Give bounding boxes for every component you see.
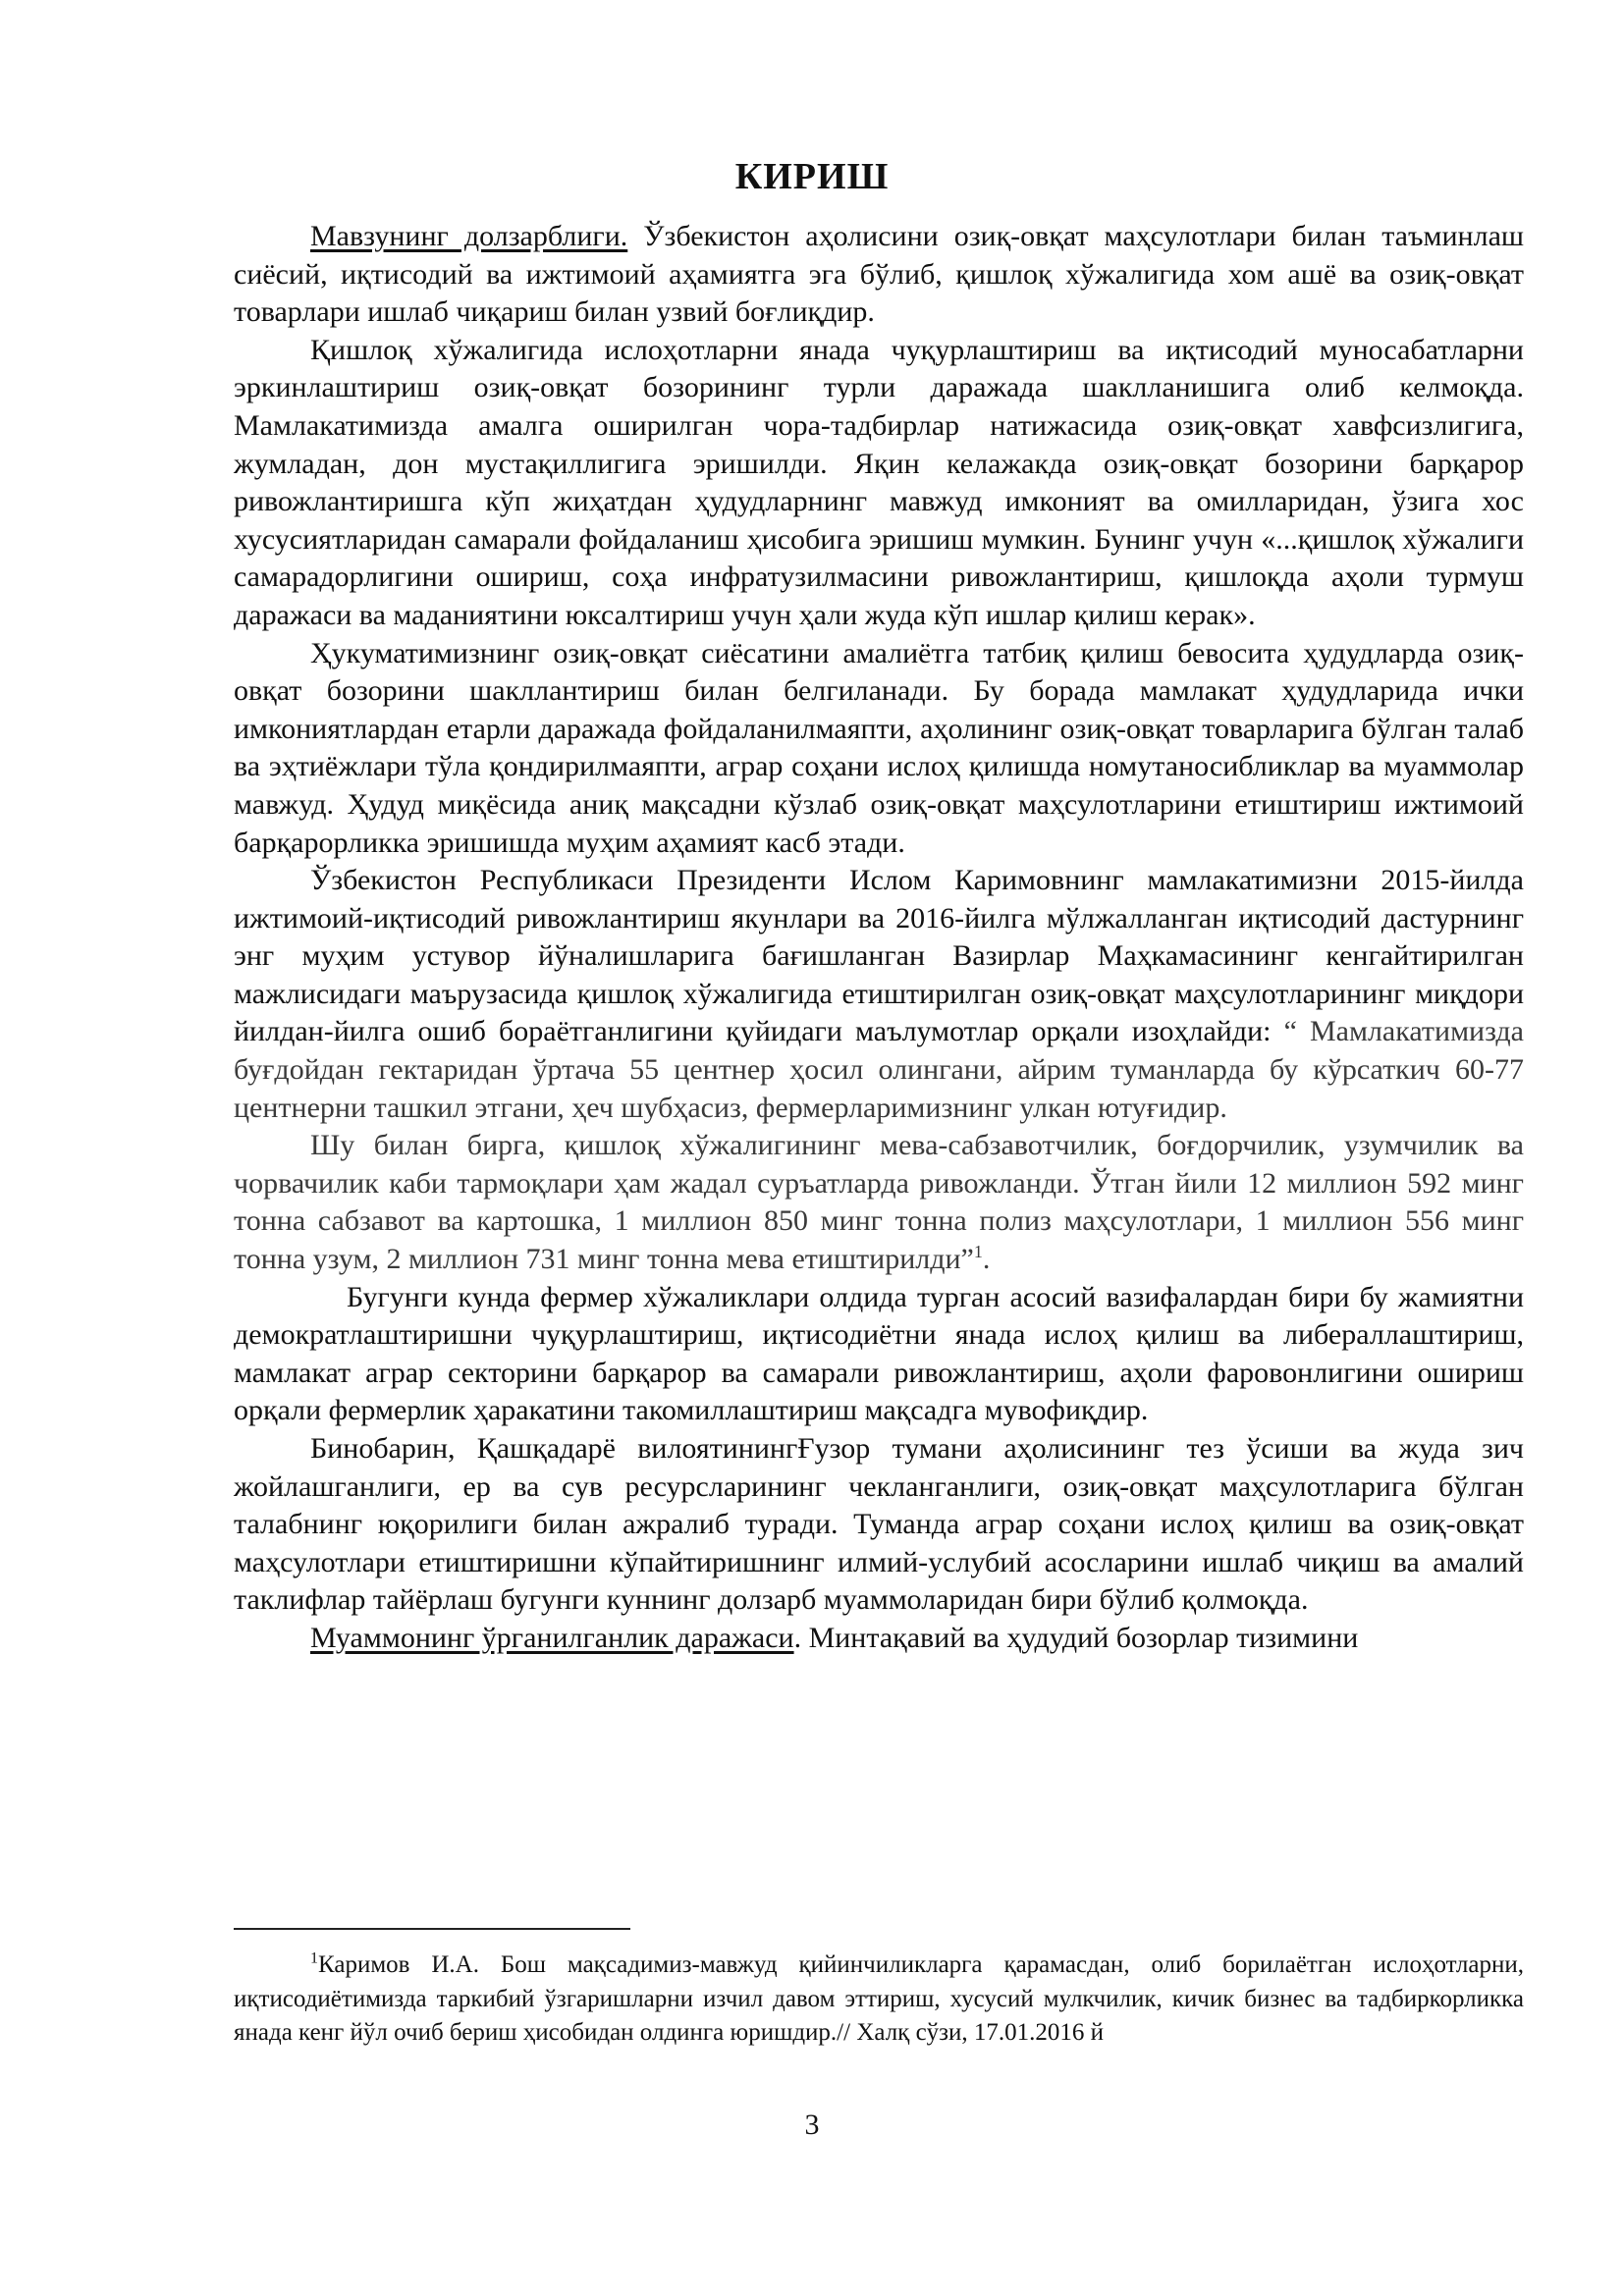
paragraph-policy: Ҳукуматимизнинг озиқ-овқат сиёсатини амалиётга татбиқ қилиш бевосита ҳудудларда озиқ-овқат бозорини шакллантириш билан белгиланади. Бу борада мамлакат ҳудудларида ички имкониятлардан етарли даражада фойдаланилмаяпти, аҳолининг озиқ-овқат товарларига бўлган талаб ва эҳтиёжлари тўла қондирилмаяпти, аграр соҳани ислоҳ қилишда номутаносибликлар ва муаммолар мавжуд. Ҳудуд миқёсида аниқ мақсадни кўзлаб озиқ-овқат маҳсулотларини етиштириш ижтимоий барқарорликка эришишда муҳим аҳамият касб этади. — [234, 636, 1524, 859]
page-number: 3 — [804, 2109, 820, 2141]
footnote-reference[interactable]: 1 — [973, 1242, 983, 1262]
speech-quote: Шу билан бирга, қишлоқ хўжалигининг мева-сабзавотчилик, боғдорчилик, узумчилик ва чорвачилик каби тармоқлари ҳам жадал суръатларда ривожланди. Ўтган йили 12 миллион 592 минг тонна сабзавот ва картошка, 1 миллион 850 минг тонна полиз маҳсулотлари, 1 миллион 556 минг тонна узум, 2 миллион 731 минг тонна мева етиштирилди” — [234, 1129, 1524, 1276]
speech-quote: “ Мамлакатимизда буғдойдан гектаридан ўртача 55 центнер ҳосил олингани, айрим туманларда бу кўрсаткич 60-77 центнерни ташкил этгани, ҳеч шубҳасиз, фермерларимизнинг улкан ютуғидир. — [234, 1015, 1524, 1124]
footnote — [234, 1949, 1524, 2051]
paragraph-text: Ўзбекистон аҳолисини озиқ-овқат маҳсулотлари билан таъминлаш сиёсий, иқтисодий ва ижтимоий аҳамиятга эга бўлиб, қишлоқ хўжалигида хом ашё ва озиқ-овқат товарлари ишлаб чиқариш билан узвий боғлиқдир. — [234, 220, 1524, 329]
paragraph-region: Бинобарин, Қашқадарё вилоятинингҒузор тумани аҳолисининг тез ўсиши ва жуда зич жойлашганлиги, ер ва сув ресурсларининг чекланганлиги, озиқ-овқат маҳсулотларига бўлган талабнинг юқорилиги билан ажралиб туради. Туманда аграр соҳани ислоҳ қилиш ва озиқ-овқат маҳсулотлари етиштиришни кўпайтиришнинг илмий-услубий асосларини ишлаб чиқиш ва амалий таклифлар тайёрлаш бугунги куннинг долзарб муаммоларидан бири бўлиб қолмоқда. — [234, 1432, 1524, 1617]
paragraph-relevance — [234, 218, 1524, 332]
footnote-content: Каримов И.А. Бош мақсадимиз-мавжуд қийинчиликларга қарамасдан, олиб борилаётган ислоҳотларни, иқтисодиётимизда таркибий ўзгаришларни изчил давом эттириш, хусусий мулкчилик, кичик бизнес ва тадбиркорликка янада кенг йўл очиб бериш ҳисобидан олдинга юришдир.// Халқ сўзи, 17.01.2016 й — [234, 1951, 1524, 2046]
paragraph-tail: . — [982, 1243, 991, 1276]
footnote-marker: 1 — [310, 1949, 318, 1967]
paragraph-text: . Минтақавий ва ҳудудий бозорлар тизимини — [793, 1621, 1359, 1654]
footnote-text — [234, 1949, 1524, 2051]
page-title: КИРИШ — [734, 156, 890, 197]
study-degree-heading: Муаммонинг ўрганилганлик даражаси — [310, 1621, 794, 1654]
paragraph-quote-continued — [234, 1127, 1524, 1278]
main-text — [234, 218, 1524, 1658]
paragraph-study-degree — [234, 1620, 1524, 1658]
paragraph-president-speech — [234, 862, 1524, 1127]
paragraph-text: Ўзбекистон Республикаси Президенти Ислом Каримовнинг мамлакатимизни 2015-йилда ижтимоий-иқтисодий ривожлантириш якунлари ва 2016-йилга мўлжалланган иқтисодий дастурнинг энг муҳим устувор йўналишларига бағишланган Вазирлар Маҳкамасининг кенгайтирилган мажлисидаги маърузасида қишлоқ хўжалигида етиштирилган озиқ-овқат маҳсулотларининг миқдори йилдан-йилга ошиб бораётганлигини қуйидаги маълумотлар орқали изоҳлайди: — [234, 864, 1524, 1048]
paragraph-reforms: Қишлоқ хўжалигида ислоҳотларни янада чуқурлаштириш ва иқтисодий муносабатларни эркинлаштириш озиқ-овқат бозорининг турли даражада шаклланишига олиб келмоқда. Мамлакатимизда амалга оширилган чора-тадбирлар натижасида озиқ-овқат хавфсизлигига, жумладан, дон мустақиллигига эришилди. Яқин келажакда озиқ-овқат бозорини барқарор ривожлантиришга кўп жиҳатдан ҳудудларнинг мавжуд имконият ва омилларидан, ўзига хос хусусиятларидан самарали фойдаланиш ҳисобига эришиш мумкин. Бунинг учун «...қишлоқ хўжалиги самарадорлигини ошириш, соҳа инфратузилмасини ривожлантириш, қишлоқда аҳоли турмуш даражаси ва маданиятини юксалтириш учун ҳали жуда кўп ишлар қилиш керак». — [234, 333, 1524, 631]
relevance-heading: Мавзунинг долзарблиги. — [310, 220, 628, 252]
paragraph-farmers: Бугунги кунда фермер хўжаликлари олдида турган асосий вазифалардан бири бу жамиятни демократлаштиришни чуқурлаштириш, иқтисодиётни янада ислоҳ қилиш ва либераллаштириш, мамлакат аграр секторини барқарор ва самарали ривожлантириш, аҳоли фаровонлигини ошириш орқали фермерлик ҳаракатини такомиллаштириш мақсадга мувофиқдир. — [234, 1280, 1524, 1427]
footnote-separator — [234, 1928, 630, 1930]
